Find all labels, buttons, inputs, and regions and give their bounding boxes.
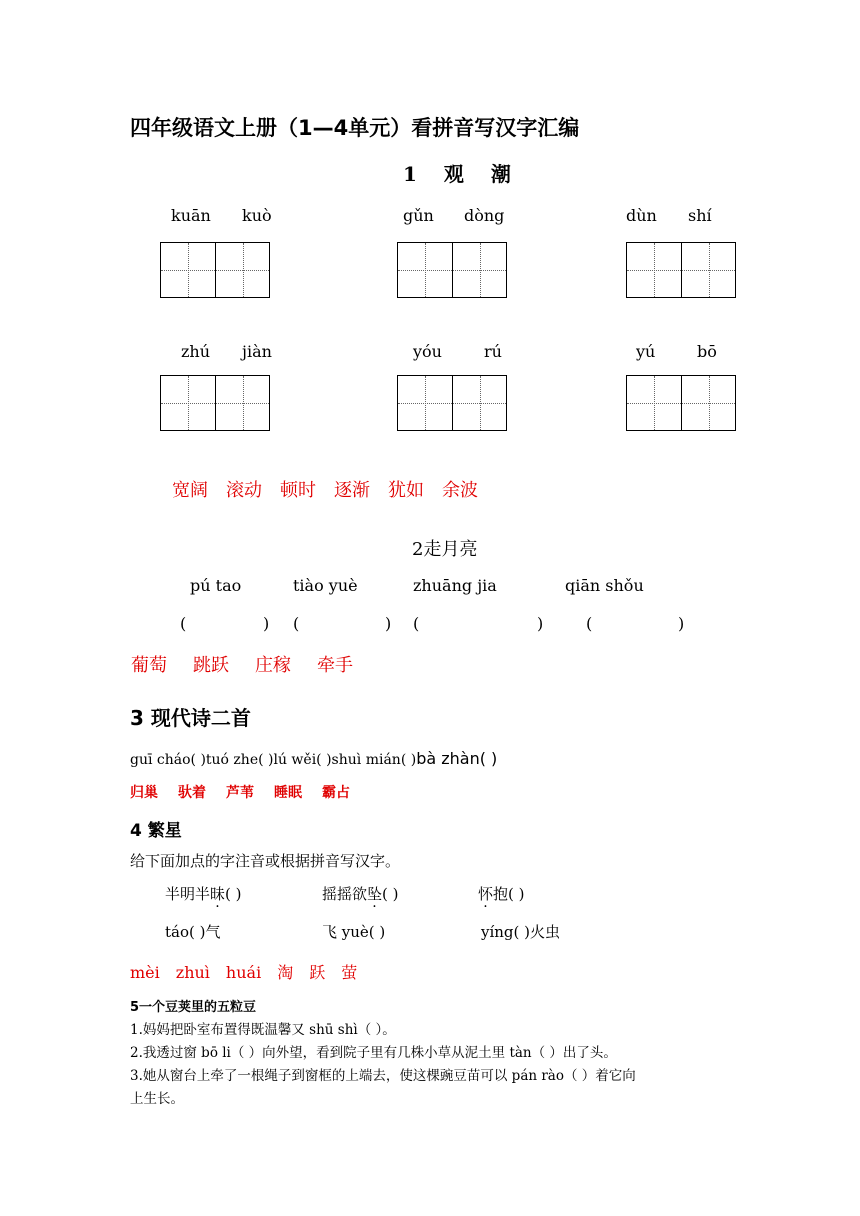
answer-word: 霸占 [322, 785, 350, 801]
blank-close: ) [263, 614, 270, 633]
blank-close: ) [678, 614, 685, 633]
question [478, 883, 525, 904]
answer-word: 牵手 [317, 655, 353, 676]
answer-word: 宽阔 [172, 480, 208, 501]
question: 飞 yuè( ) [322, 923, 386, 941]
writing-grid[interactable] [626, 375, 736, 431]
blank-close: ) [385, 614, 392, 633]
question [322, 883, 399, 904]
pinyin-6a: yú [636, 342, 656, 361]
pinyin-3a: dùn [626, 206, 657, 225]
sentence-3-cont: 上生长。 [130, 1091, 184, 1107]
pinyin-4a: zhú [181, 342, 211, 361]
pinyin: tiào yuè [293, 576, 358, 595]
pinyin-1a: kuān [171, 206, 211, 225]
pinyin: zhuāng jia [413, 576, 497, 595]
question [165, 883, 242, 904]
blank-open: ( [586, 614, 593, 633]
blank-open: ( [413, 614, 420, 633]
writing-grid[interactable] [160, 375, 270, 431]
lesson3-heading: 3 现代诗二首 [130, 706, 251, 730]
question-text: ( ) [225, 885, 242, 903]
answer-word: 跃 [309, 963, 326, 982]
dotted-char: 坠 [367, 885, 383, 903]
sentence-1: 1.妈妈把卧室布置得既温馨又 shū shì（ ）。 [130, 1022, 396, 1038]
pinyin-6b: bō [697, 342, 717, 361]
lesson4-answers [130, 960, 373, 983]
pinyin-3b: shí [688, 206, 712, 225]
question-text: 半明半 [165, 885, 211, 903]
answer-word: 驮着 [178, 785, 206, 801]
pinyin-2b: dòng [464, 206, 505, 225]
answer-word: zhuì [175, 963, 210, 982]
answer-word: 淘 [277, 963, 294, 982]
lesson2-answers [131, 651, 379, 677]
answer-word: 逐渐 [334, 480, 370, 501]
pinyin: qiān shǒu [565, 576, 644, 595]
question-text: bà zhàn( ) [416, 749, 498, 768]
question-text: ( ) [382, 885, 399, 903]
answer-word: 萤 [341, 963, 358, 982]
blank-open: ( [293, 614, 300, 633]
lesson3-answers [130, 782, 370, 802]
lesson2-heading: 2走月亮 [412, 539, 478, 560]
lesson4-heading: 4 繁星 [130, 821, 182, 841]
lesson1-answers [172, 476, 496, 502]
answer-word: 跳跃 [193, 655, 229, 676]
pinyin: pú tao [190, 576, 242, 595]
writing-grid[interactable] [397, 242, 507, 298]
instruction: 给下面加点的字注音或根据拼音写汉字。 [130, 852, 401, 870]
answer-word: 余波 [442, 480, 478, 501]
pinyin-5a: yóu [413, 342, 442, 361]
lesson5-heading: 5一个豆荚里的五粒豆 [130, 1000, 257, 1015]
lesson3-question [130, 749, 497, 768]
blank-open: ( [180, 614, 187, 633]
page-title: 四年级语文上册（1—4单元）看拼音写汉字汇编 [130, 116, 580, 140]
sentence-3: 3.她从窗台上牵了一根绳子到窗框的上端去，使这棵豌豆苗可以 pán rào（ ）着它向 [130, 1068, 636, 1084]
question-text: guī cháo( )tuó zhe( )lú wěi( )shuì mián( ) [130, 752, 417, 768]
question: táo( )气 [165, 923, 221, 941]
answer-word: 滚动 [226, 480, 262, 501]
writing-grid[interactable] [626, 242, 736, 298]
pinyin-5b: rú [484, 342, 502, 361]
lesson1-heading: 1 观 潮 [403, 162, 521, 186]
answer-word: 归巢 [130, 785, 158, 801]
pinyin-2a: gǔn [403, 206, 434, 225]
answer-word: 葡萄 [131, 655, 167, 676]
blank-close: ) [537, 614, 544, 633]
writing-grid[interactable] [397, 375, 507, 431]
pinyin-4b: jiàn [242, 342, 272, 361]
question: yíng( )火虫 [481, 923, 561, 941]
answer-word: 睡眠 [274, 785, 302, 801]
answer-word: 顿时 [280, 480, 316, 501]
answer-word: 庄稼 [255, 655, 291, 676]
answer-word: mèi [130, 963, 160, 982]
question-text: 摇摇欲 [322, 885, 368, 903]
answer-word: huái [225, 963, 262, 982]
dotted-char: 怀 [478, 885, 494, 903]
pinyin-1b: kuò [242, 206, 272, 225]
writing-grid[interactable] [160, 242, 270, 298]
sentence-2: 2.我透过窗 bō li（ ）向外望，看到院子里有几株小草从泥土里 tàn（ ）出了头。 [130, 1045, 617, 1061]
question-text: 抱( ) [493, 885, 525, 903]
dotted-char: 昧 [210, 885, 226, 903]
answer-word: 芦苇 [226, 785, 254, 801]
answer-word: 犹如 [388, 480, 424, 501]
